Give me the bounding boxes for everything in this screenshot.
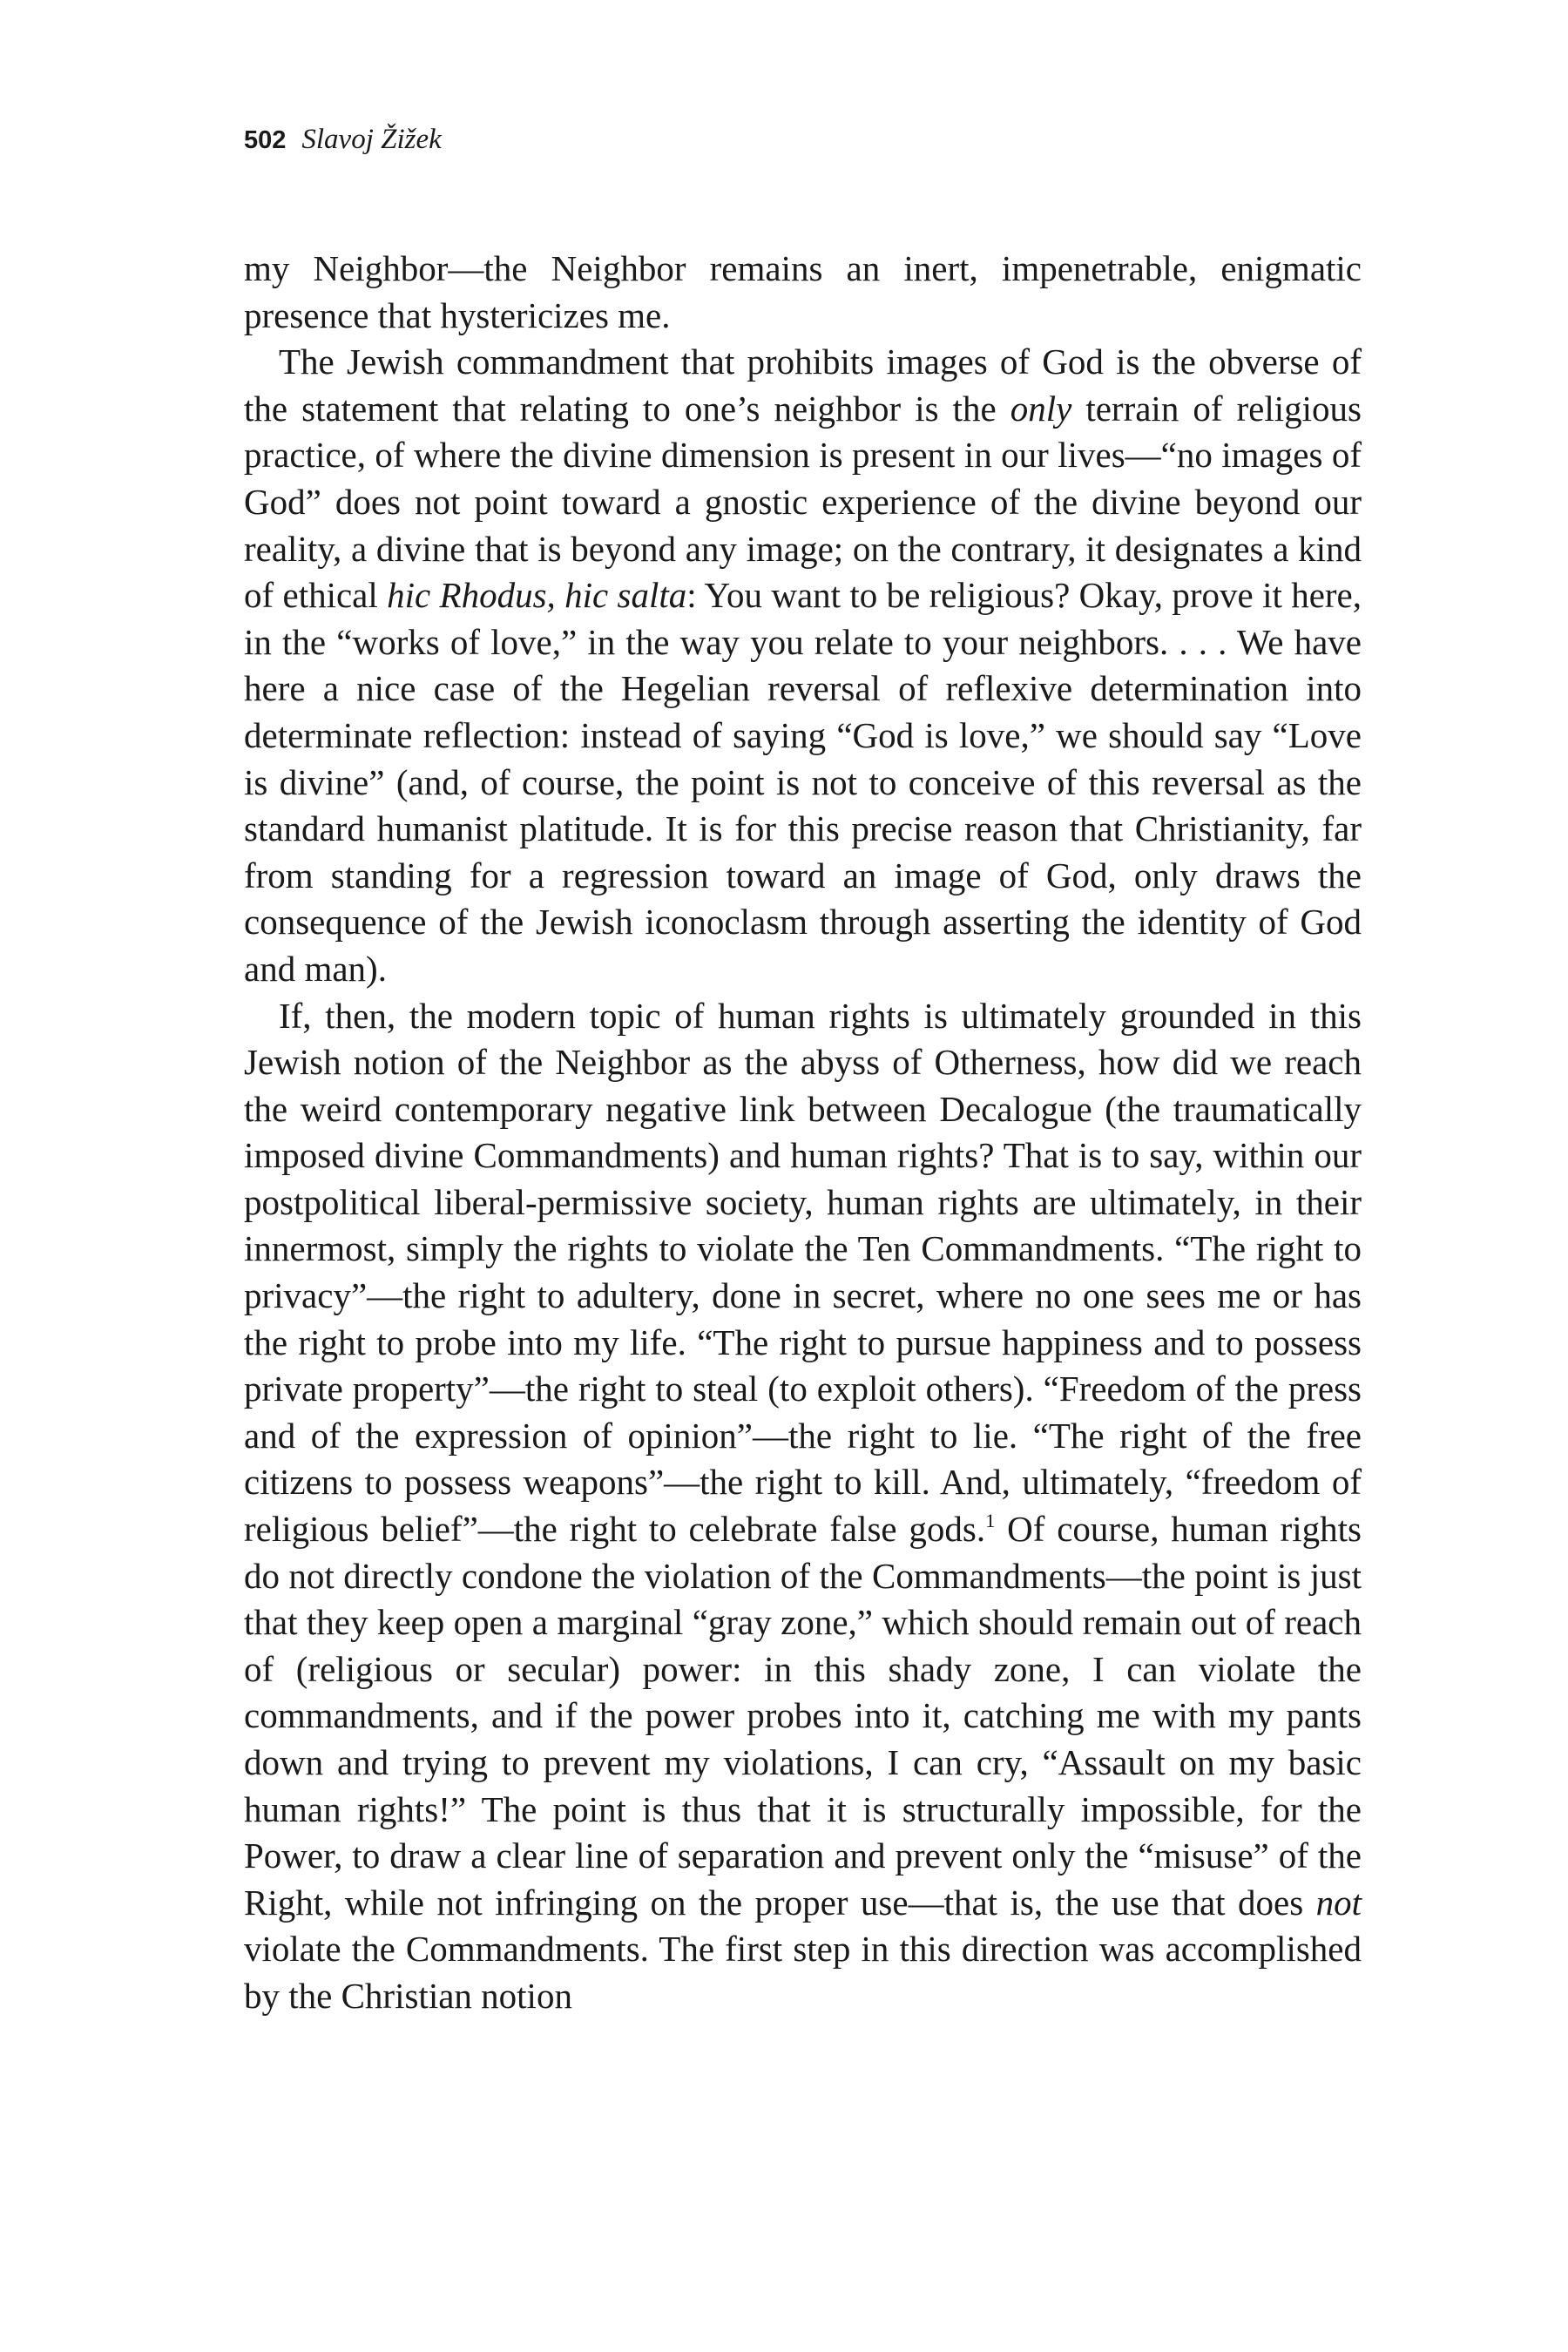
paragraph-1-text: my Neighbor—the Neighbor remains an inert, impenetrable, enigmatic presence that hystericizes me. — [244, 248, 1362, 335]
paragraph-1 — [244, 246, 1362, 339]
paragraph-2-text-3: : You want to be religious? Okay, prove it here, in the “works of love,” in the way you relate to your neighbors. . . . We have here a nice case of the Hegelian reversal of reflexive determination into determinate reflection: instead of saying “God is love,” we should say “Love is divine” (and, of course, the point is not to conceive of this reversal as the standard humanist platitude. It is for this precise reason that Christianity, far from standing for a regression toward an image of God, only draws the consequence of the Jewish iconoclasm through asserting the identity of God and man). — [244, 575, 1362, 989]
paragraph-3-text-2: Of course, human rights do not directly condone the violation of the Commandments—the point is just that they keep open a marginal “gray zone,” which should remain out of reach of (religious or secular) power: in this shady zone, I can violate the commandments, and if the power probes into it, catching me with my pants down and trying to prevent my violations, I can cry, “Assault on my basic human rights!” The point is thus that it is structurally impossible, for the Power, to draw a clear line of separation and prevent only the “misuse” of the Right, while not infringing on the proper use—that is, the use that does — [244, 1509, 1362, 1923]
running-head-author: Slavoj Žižek — [301, 124, 442, 155]
footnote-marker: 1 — [985, 1510, 996, 1532]
paragraph-3-text-1: If, then, the modern topic of human rights is ultimately grounded in this Jewish notion of the Neighbor as the abyss of Otherness, how did we reach the weird contemporary negative link between Decalogue (the traumatically imposed divine Commandments) and human rights? That is to say, within our postpolitical liberal-permissive society, human rights are ultimately, in their innermost, simply the rights to violate the Ten Commandments. “The right to privacy”—the right to adultery, done in secret, where no one sees me or has the right to probe into my life. “The right to pursue happiness and to possess private property”—the right to steal (to exploit others). “Freedom of the press and of the expression of opinion”—the right to lie. “The right of the free citizens to possess weapons”—the right to kill. And, ultimately, “freedom of religious belief”—the right to celebrate false gods. — [244, 995, 1362, 1550]
paragraph-2-text-2: terrain of religious practice, of where the divine dimension is present in our lives—“no images of God” does not point toward a gnostic experience of the divine beyond our reality, a divine that is beyond any image; on the contrary, it designates a kind of ethical — [244, 388, 1362, 616]
paragraph-2 — [244, 339, 1362, 992]
paragraph-2-emphasis-hic-rhodus: hic Rhodus, hic salta — [387, 575, 687, 616]
paragraph-2-text-1: The Jewish commandment that prohibits images of God is the obverse of the statement that relating to one’s neighbor is the — [244, 341, 1362, 429]
paragraph-2-emphasis-only: only — [1010, 388, 1072, 429]
running-head — [244, 122, 442, 158]
paragraph-3-text-3: violate the Commandments. The first step in this direction was accomplished by the Christian notion — [244, 1929, 1362, 2016]
paragraph-3 — [244, 993, 1362, 2020]
page-number: 502 — [244, 126, 287, 154]
body-text — [244, 246, 1362, 2020]
paragraph-3-emphasis-not: not — [1315, 1882, 1362, 1923]
